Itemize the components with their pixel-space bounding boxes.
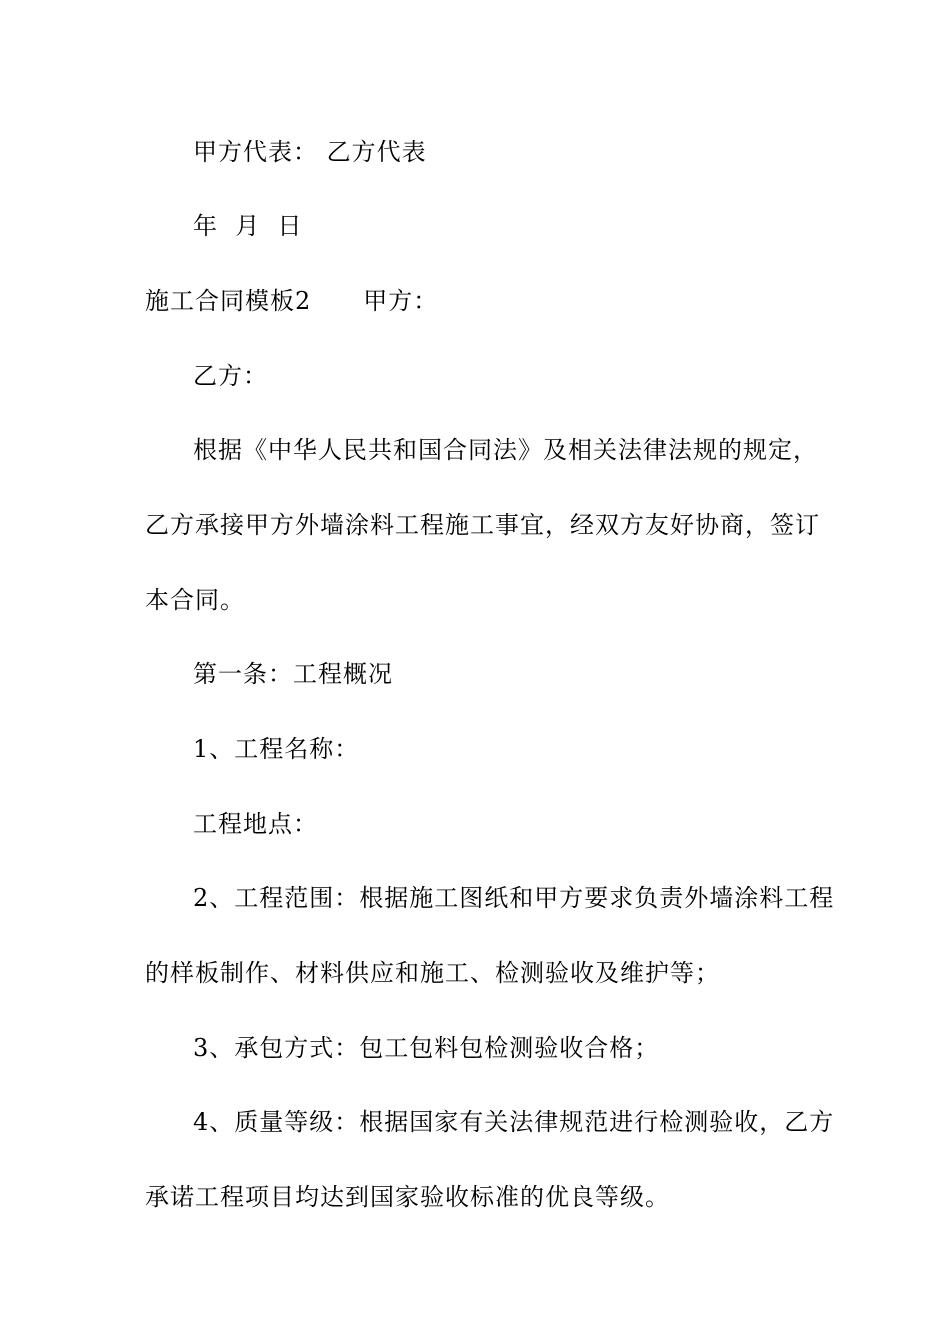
item-4-line-2: 承诺工程项目均达到国家验收标准的优良等级。 bbox=[145, 1183, 670, 1211]
signature-date-line: 年 月 日 bbox=[193, 212, 303, 240]
party-b-label: 乙方： bbox=[193, 362, 268, 390]
template-title: 施工合同模板2 bbox=[145, 287, 312, 315]
item-1-project-name: 1、工程名称： bbox=[193, 735, 360, 763]
party-a-label: 甲方： bbox=[363, 287, 439, 315]
preamble-line-3: 本合同。 bbox=[145, 586, 245, 614]
article-1-title: 第一条：工程概况 bbox=[193, 660, 393, 688]
signature-representatives-line bbox=[193, 136, 815, 168]
item-1-project-location: 工程地点： bbox=[193, 810, 318, 838]
item-2-line-2: 的样板制作、材料供应和施工、检测验收及维护等； bbox=[145, 959, 720, 987]
item-2-line-1: 2、工程范围：根据施工图纸和甲方要求负责外墙涂料工程 bbox=[193, 884, 835, 912]
party-b-representative-label: 乙方代表 bbox=[326, 138, 427, 166]
preamble-line-2: 乙方承接甲方外墙涂料工程施工事宜，经双方友好协商，签订 bbox=[145, 511, 820, 539]
item-3-contract-method: 3、承包方式：包工包料包检测验收合格； bbox=[193, 1034, 660, 1062]
party-a-representative-label: 甲方代表： bbox=[193, 138, 318, 166]
item-4-line-1: 4、质量等级：根据国家有关法律规范进行检测验收，乙方 bbox=[193, 1108, 835, 1136]
template-title-line bbox=[145, 285, 815, 317]
preamble-line-1: 根据《中华人民共和国合同法》及相关法律法规的规定， bbox=[193, 436, 818, 464]
